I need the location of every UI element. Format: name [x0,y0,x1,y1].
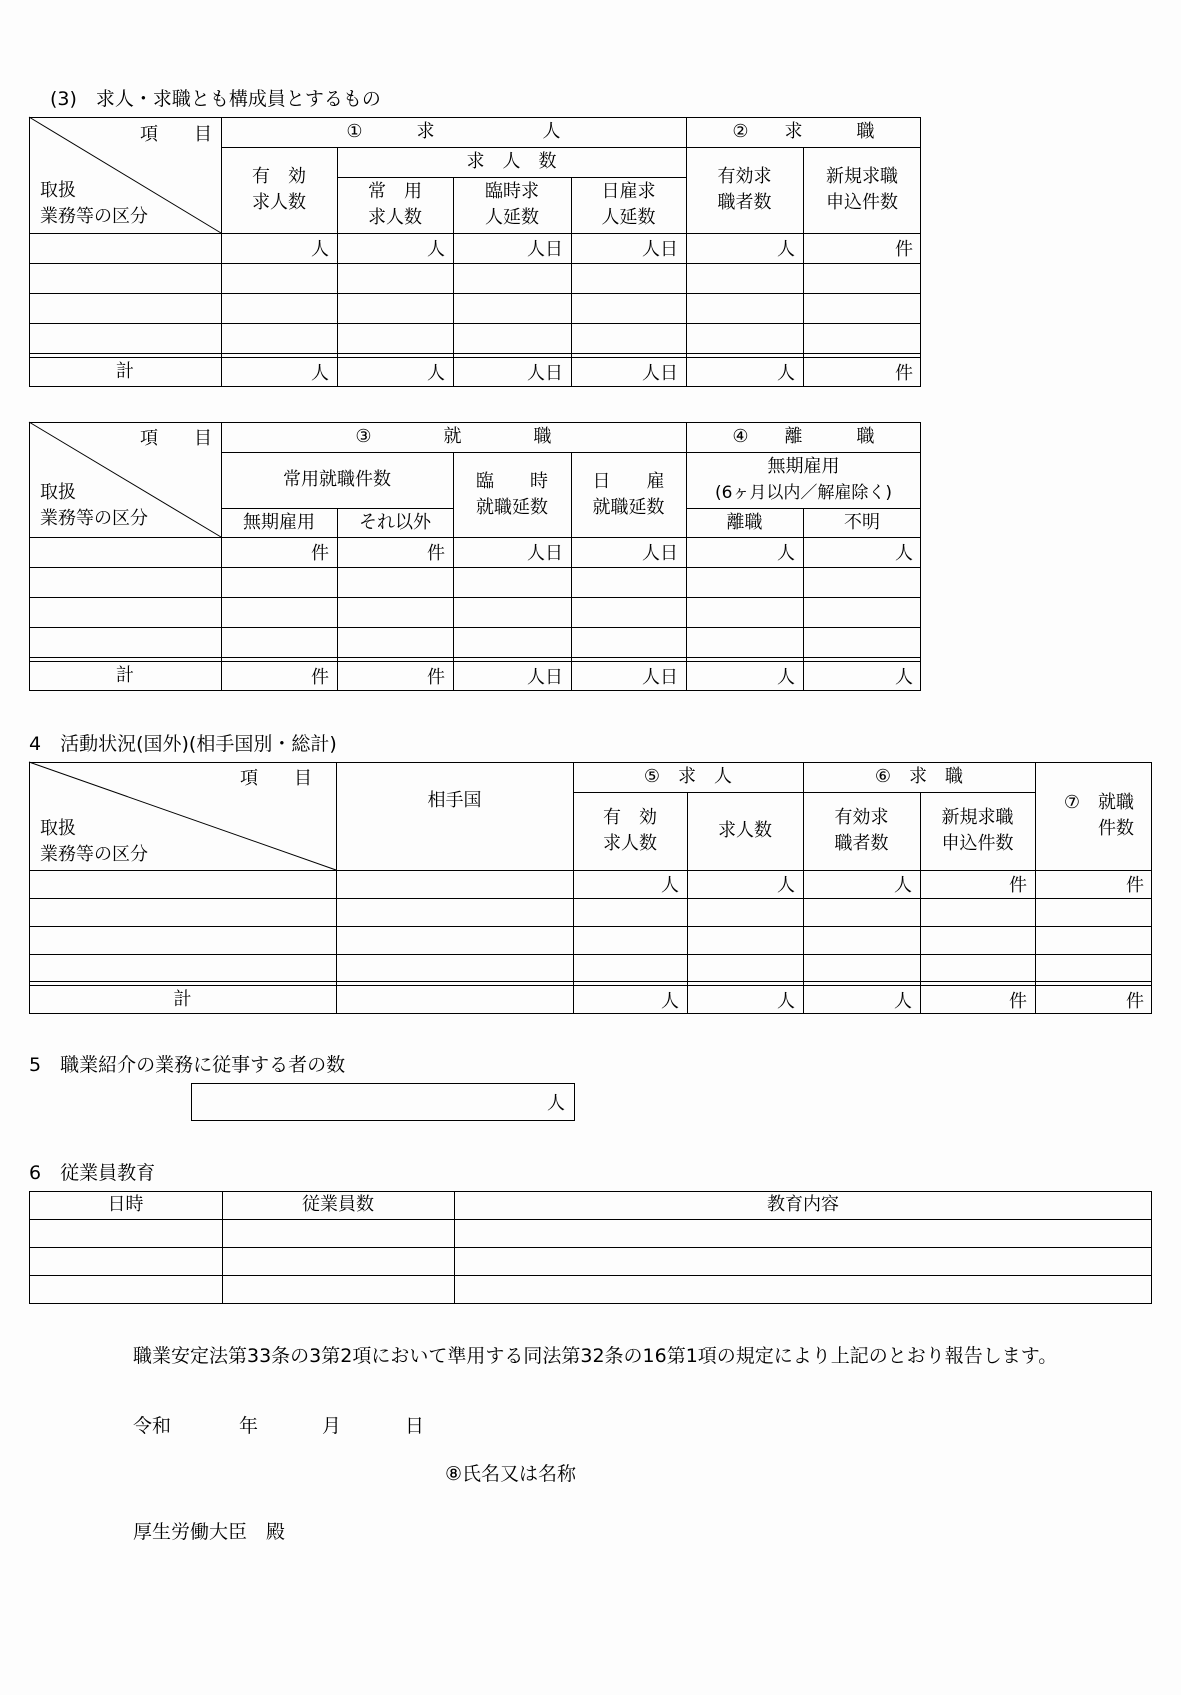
header-fumei: 不明 [844,511,880,533]
header-group-kyushoku: ② 求 職 [732,121,875,142]
section6-heading: 6 従業員教育 [29,1162,156,1184]
corner-label-item: 項 目 [140,428,212,449]
total-unit-cell[interactable]: 人 [311,363,329,384]
corner-label-item: 項 目 [240,768,312,789]
section3-heading: (3) 求人・求職とも構成員とするもの [50,88,381,110]
date-era: 令和 [133,1415,172,1437]
header-group-kyushoku: ⑥ 求 職 [874,766,964,787]
header-group-shushoku: ③ 就 職 [355,426,552,447]
total-unit-cell[interactable]: 人日 [642,363,678,384]
total-label: 計 [173,988,192,1010]
addressee: 厚生労働大臣 殿 [133,1521,286,1543]
header-yuko-kyujinsu: 有 効 求人数 [603,807,657,854]
unit-cell[interactable]: 人日 [527,543,563,564]
total-label: 計 [116,361,134,382]
unit-cell[interactable]: 人 [311,239,329,260]
total-unit-cell[interactable]: 人日 [642,667,678,688]
header-kyujinsu: 求 人 数 [466,151,557,172]
header-rishoku: 離職 [726,511,763,533]
staff-count-unit: 人 [547,1092,565,1114]
unit-cell[interactable]: 人 [894,875,912,896]
unit-cell[interactable]: 件 [895,239,913,260]
staff-count-field[interactable] [191,1083,575,1121]
corner-label-toriatsukai: 取扱 [40,482,76,503]
header-jugyoinsu: 従業員数 [302,1194,374,1215]
unit-cell[interactable]: 件 [311,543,329,564]
date-year-label: 年 [239,1415,259,1437]
total-unit-cell[interactable]: 件 [1009,990,1027,1012]
unit-cell[interactable]: 件 [427,543,445,564]
table-row-cell[interactable] [454,1219,1152,1247]
header-group-rishoku: ④ 離 職 [732,426,875,447]
header-shinki-kyushoku: 新規求職 申込件数 [941,807,1014,854]
total-unit-cell[interactable]: 件 [895,363,913,384]
total-unit-cell[interactable]: 人 [895,667,913,688]
corner-label-toriatsukai: 取扱 [40,818,76,839]
table-row-cell[interactable] [222,1219,454,1247]
header-sore-igai: それ以外 [359,511,431,533]
total-unit-cell[interactable]: 人 [661,990,679,1012]
section4-heading: 4 活動状況(国外)(相手国別・総計) [29,733,337,755]
header-aitekoku: 相手国 [427,790,482,811]
header-hiyatoi-kyujin: 日雇求 人延数 [601,181,656,228]
table-row-cell[interactable] [29,1219,222,1247]
header-group-kyujin: ⑤ 求 人 [643,766,733,787]
date-month-label: 月 [322,1415,342,1437]
header-rinji-kyujin: 臨時求 人延数 [485,181,539,228]
header-kyoiku-naiyo: 教育内容 [767,1194,839,1215]
unit-cell[interactable]: 人 [661,875,679,896]
total-unit-cell[interactable]: 人 [777,990,795,1012]
header-joyo-shushoku: 常用就職件数 [283,469,391,490]
header-joyo-kyujinsu: 常 用 求人数 [368,181,422,228]
header-rinji-shushoku: 臨 時 就職延数 [476,470,548,518]
total-unit-cell[interactable]: 人 [777,667,795,688]
header-nichiji: 日時 [107,1194,144,1215]
section5-heading: 5 職業紹介の業務に従事する者の数 [29,1054,346,1076]
header-yuko-kyushokusha: 有効求 職者数 [717,166,772,213]
unit-cell[interactable]: 人 [895,543,913,564]
unit-cell[interactable]: 件 [1009,875,1027,896]
header-yuko-kyushokusha: 有効求 職者数 [834,807,889,854]
total-unit-cell[interactable]: 人 [427,363,445,384]
total-unit-cell[interactable]: 人日 [527,363,563,384]
unit-cell[interactable]: 人日 [642,239,678,260]
total-unit-cell[interactable]: 件 [1126,990,1144,1012]
header-shushoku-kensu: ⑦ 就職 件数 [1063,792,1134,839]
name-or-title-label: ⑧氏名又は名称 [445,1463,577,1485]
corner-label-toriatsukai: 取扱 [40,180,76,201]
total-unit-cell[interactable]: 人 [894,990,912,1012]
unit-cell[interactable]: 人 [777,543,795,564]
header-hiyatoi-shushoku: 日 雇 就職延数 [592,470,665,518]
header-kyujinsu: 求人数 [718,820,772,841]
unit-cell[interactable]: 人日 [642,543,678,564]
total-unit-cell[interactable]: 件 [427,667,445,688]
unit-cell[interactable]: 人 [777,239,795,260]
unit-cell[interactable]: 件 [1126,875,1144,896]
total-unit-cell[interactable]: 人日 [527,667,563,688]
report-statement: 職業安定法第33条の3第2項において準用する同法第32条の16第1項の規定により上記のとおり報告します。 [133,1345,1058,1367]
header-yuko-kyujinsu: 有 効 求人数 [252,166,306,213]
header-muki-koyo: 無期雇用 [243,511,315,533]
total-unit-cell[interactable]: 件 [311,667,329,688]
total-label: 計 [116,665,134,686]
header-group-kyujin: ① 求 人 [346,121,561,142]
unit-cell[interactable]: 人 [777,875,795,896]
corner-label-item: 項 目 [140,124,212,145]
header-muki-rishoku: 無期雇用 (6ヶ月以内／解雇除く) [714,456,893,503]
corner-label-kubun: 業務等の区分 [40,844,148,865]
corner-label-kubun: 業務等の区分 [40,508,148,529]
total-unit-cell[interactable]: 人 [777,363,795,384]
date-day-label: 日 [405,1415,425,1437]
unit-cell[interactable]: 人日 [527,239,563,260]
unit-cell[interactable]: 人 [427,239,445,260]
corner-label-kubun: 業務等の区分 [40,206,148,227]
header-shinki-kyushoku: 新規求職 申込件数 [826,166,898,213]
